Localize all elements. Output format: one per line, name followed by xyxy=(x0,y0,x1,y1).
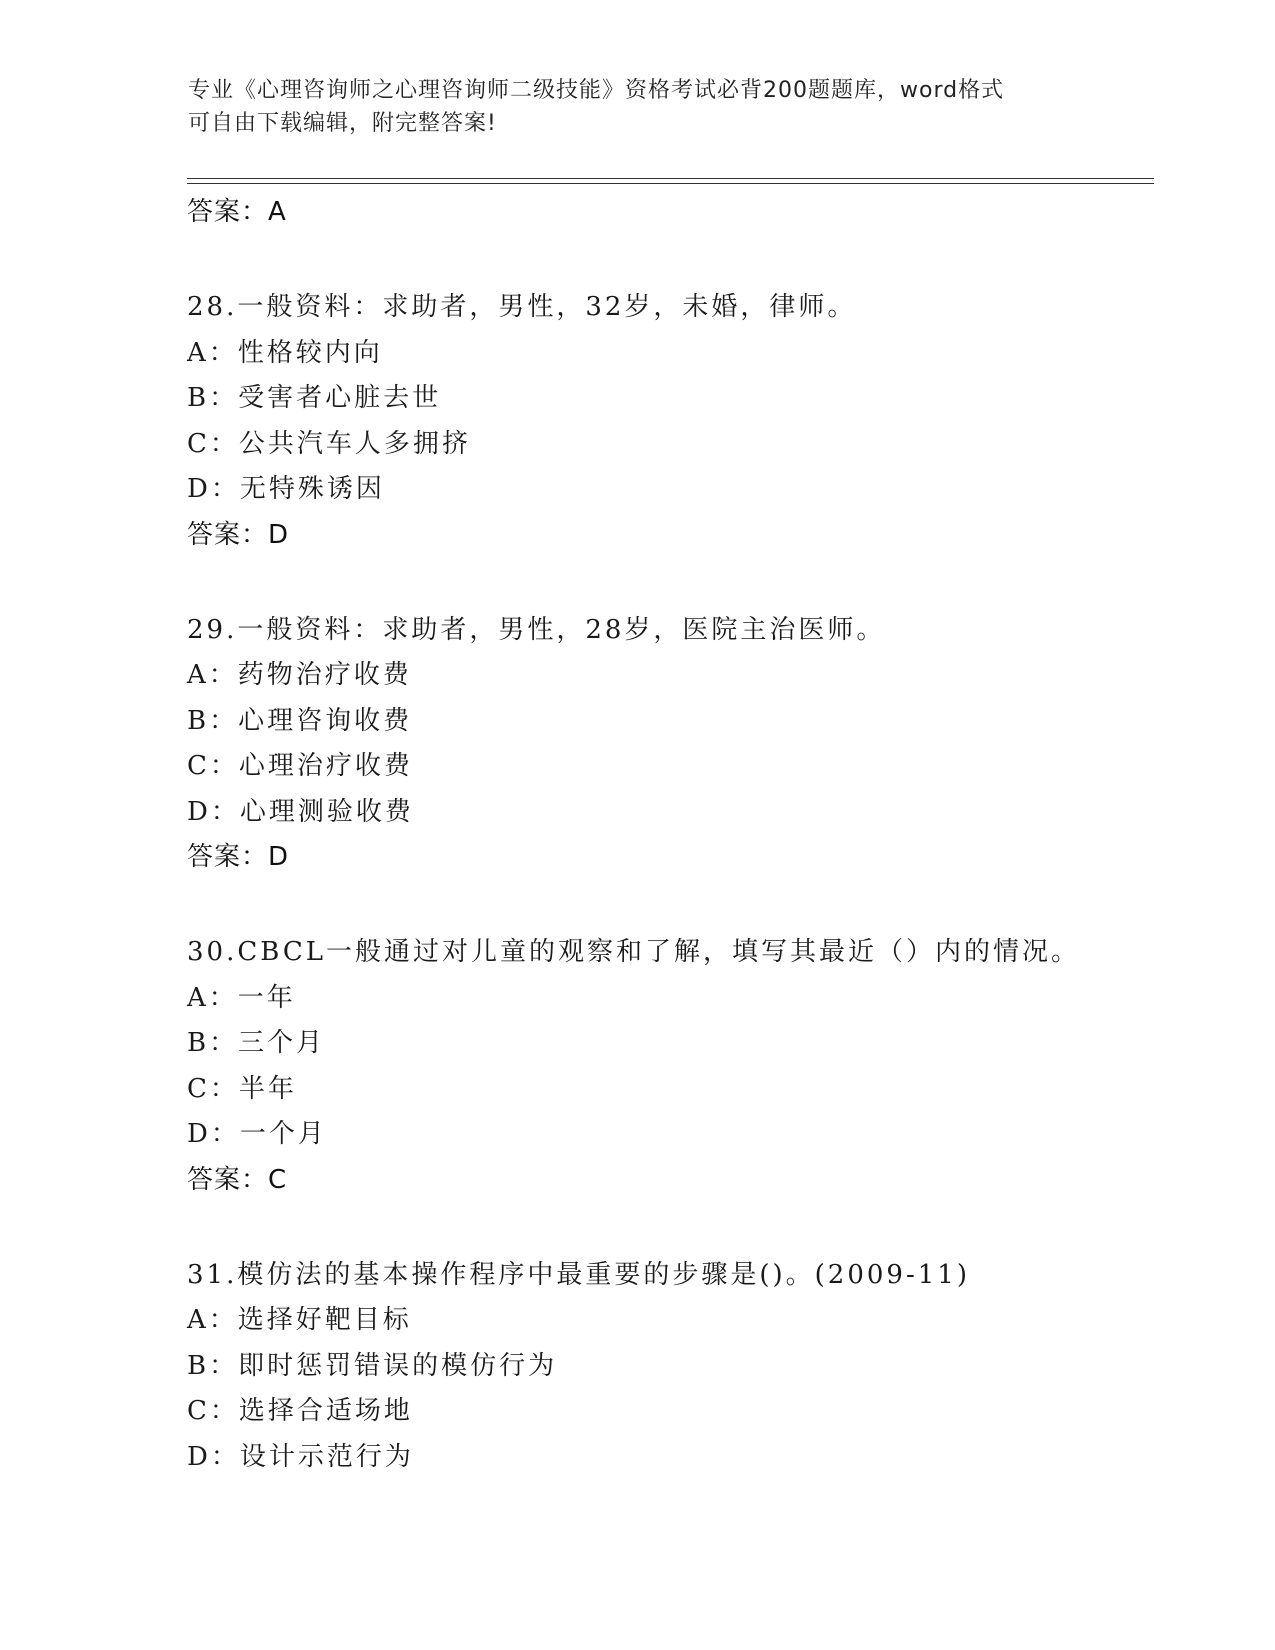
document-header xyxy=(188,74,1068,140)
header-divider-top xyxy=(187,178,1154,179)
question-title: 31.模仿法的基本操作程序中最重要的步骤是()。(2009-11) xyxy=(187,1259,970,1290)
question-title: 30.CBCL一般通过对儿童的观察和了解，填写其最近（）内的情况。 xyxy=(187,937,1080,967)
option-c: C：公共汽车人多拥挤 xyxy=(187,428,471,459)
question-block xyxy=(187,608,1147,881)
option-c: C：半年 xyxy=(187,1073,297,1104)
answer-line: 答案：A xyxy=(187,197,287,227)
header-line-2: 可自由下载编辑，附完整答案! xyxy=(188,111,497,136)
question-block xyxy=(187,930,1147,1203)
question-block xyxy=(187,285,1147,558)
option-d: D：一个月 xyxy=(187,1119,327,1149)
answer-line: 答案：D xyxy=(187,519,290,550)
option-c: C：心理治疗收费 xyxy=(187,751,413,781)
option-a: A：一年 xyxy=(187,982,296,1013)
option-a: A：药物治疗收费 xyxy=(187,660,412,690)
option-b: B：心理咨询收费 xyxy=(187,705,413,736)
option-d: D：无特殊诱因 xyxy=(187,474,385,504)
question-title: 29.一般资料：求助者，男性，28岁，医院主治医师。 xyxy=(187,614,886,645)
option-d: D：设计示范行为 xyxy=(187,1441,414,1472)
spacer xyxy=(187,1203,1147,1253)
option-b: B：受害者心脏去世 xyxy=(187,383,442,413)
spacer xyxy=(187,235,1147,285)
option-a: A：选择好靶目标 xyxy=(187,1305,412,1335)
option-b: B：三个月 xyxy=(187,1028,326,1058)
option-d: D：心理测验收费 xyxy=(187,796,414,827)
question-title: 28.一般资料：求助者，男性，32岁，未婚，律师。 xyxy=(187,292,857,322)
option-b: B：即时惩罚错误的模仿行为 xyxy=(187,1350,558,1381)
spacer xyxy=(187,558,1147,608)
answer-line: 答案：C xyxy=(187,1164,288,1195)
header-line-1: 专业《心理咨询师之心理咨询师二级技能》资格考试必背200题题库，word格式 xyxy=(188,78,1005,103)
option-c: C：选择合适场地 xyxy=(187,1396,413,1426)
question-list xyxy=(187,190,1147,1480)
spacer xyxy=(187,880,1147,930)
question-block xyxy=(187,1253,1147,1481)
option-a: A：性格较内向 xyxy=(187,337,383,368)
answer-line: 答案：D xyxy=(187,842,290,872)
header-divider-bottom xyxy=(187,183,1154,184)
